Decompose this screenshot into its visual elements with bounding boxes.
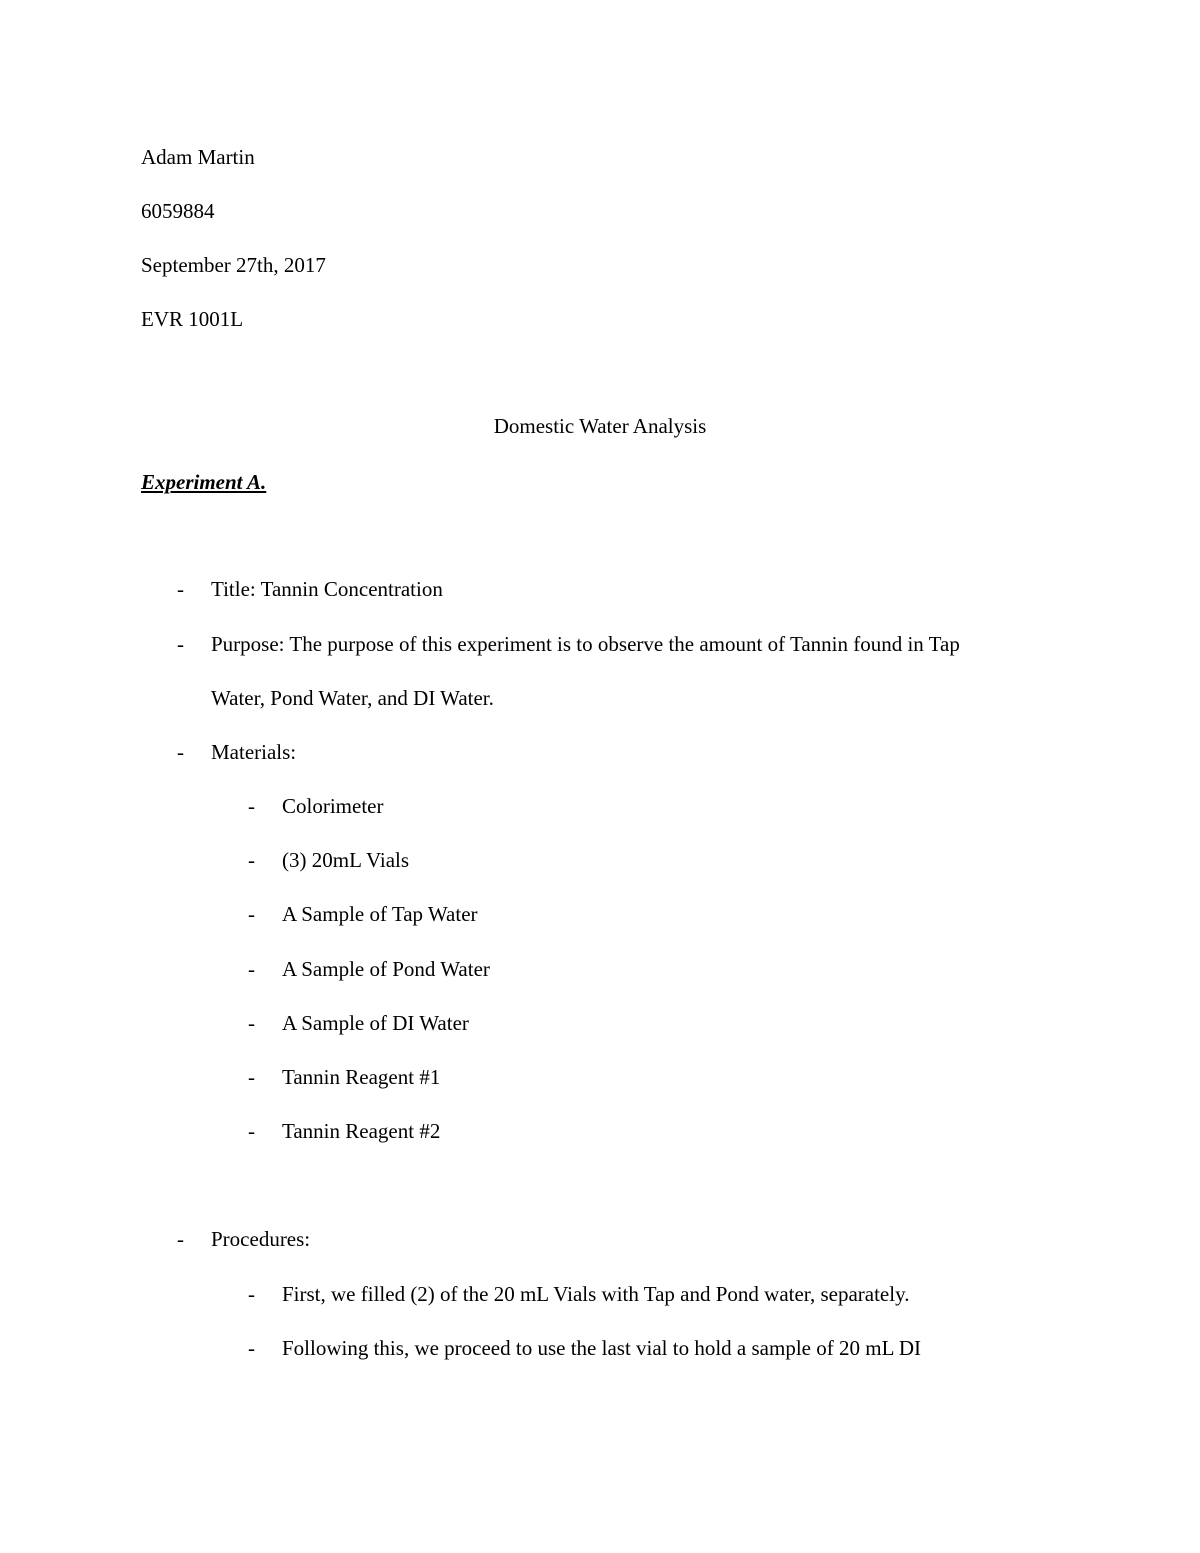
sub-list-bullet: - [248, 1336, 255, 1360]
list-bullet: - [177, 632, 184, 656]
sub-list-bullet: - [248, 902, 255, 926]
list-bullet: - [177, 740, 184, 764]
sub-list-bullet: - [248, 848, 255, 872]
document-title: Domestic Water Analysis [493, 414, 707, 438]
material-item: Colorimeter [282, 794, 384, 818]
material-item: (3) 20mL Vials [282, 848, 410, 872]
material-item: A Sample of Pond Water [282, 957, 490, 981]
student-id: 6059884 [141, 199, 215, 223]
list-item-purpose-continued: Water, Pond Water, and DI Water. [211, 686, 494, 710]
author-name: Adam Martin [141, 145, 255, 169]
list-bullet: - [177, 1227, 184, 1251]
procedure-step: Following this, we proceed to use the last vial to hold a sample of 20 mL DI [282, 1336, 922, 1360]
sub-list-bullet: - [248, 794, 255, 818]
list-item-title: Title: Tannin Concentration [211, 577, 443, 601]
list-bullet: - [177, 577, 184, 601]
sub-list-bullet: - [248, 1282, 255, 1306]
section-heading: Experiment A. [141, 470, 267, 494]
document-date: September 27th, 2017 [141, 253, 326, 277]
course-code: EVR 1001L [141, 307, 244, 331]
sub-list-bullet: - [248, 957, 255, 981]
list-item-purpose: Purpose: The purpose of this experiment is to observe the amount of Tannin found in Tap [211, 632, 960, 656]
materials-label: Materials: [211, 740, 297, 764]
material-item: A Sample of DI Water [282, 1011, 469, 1035]
sub-list-bullet: - [248, 1065, 255, 1089]
sub-list-bullet: - [248, 1011, 255, 1035]
sub-list-bullet: - [248, 1119, 255, 1143]
material-item: Tannin Reagent #2 [282, 1119, 441, 1143]
material-item: Tannin Reagent #1 [282, 1065, 441, 1089]
procedures-label: Procedures: [211, 1227, 311, 1251]
material-item: A Sample of Tap Water [282, 902, 478, 926]
procedure-step: First, we filled (2) of the 20 mL Vials with Tap and Pond water, separately. [282, 1282, 910, 1306]
